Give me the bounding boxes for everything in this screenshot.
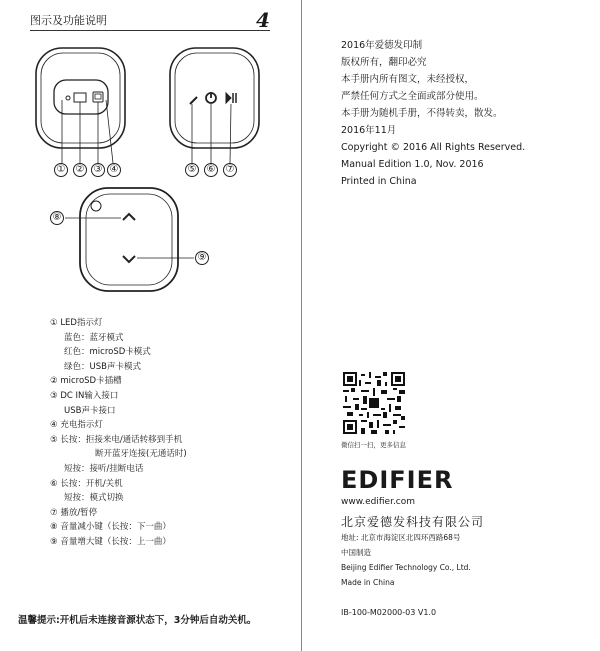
callout-1: ① (54, 163, 68, 177)
device-illustrations (0, 0, 300, 300)
section-title: 图示及功能说明 (30, 14, 107, 27)
website-link[interactable]: www.edifier.com (341, 497, 416, 507)
callout-4: ④ (107, 163, 121, 177)
callout-2: ② (73, 163, 87, 177)
callout-6: ⑥ (204, 163, 218, 177)
copyright-line: Printed in China (341, 176, 417, 187)
address-line: Beijing Edifier Technology Co., Ltd. (341, 563, 471, 572)
qr-caption: 微信扫一扫，更多信息 (341, 441, 406, 449)
callout-9: ⑨ (195, 251, 209, 265)
legend-item: ① LED指示灯 (50, 318, 103, 328)
legend-item: ④ 充电指示灯 (50, 420, 103, 431)
auto-off-tip: 温馨提示:开机后未连接音源状态下，3分钟后自动关机。 (18, 615, 257, 626)
copyright-line: 2016年11月 (341, 125, 397, 136)
address-block (341, 530, 471, 590)
legend-item: USB声卡接口 (64, 405, 116, 416)
page-divider (301, 0, 302, 651)
legend-item: ③ DC IN输入接口 (50, 390, 119, 401)
address-line: Made in China (341, 578, 395, 587)
callout-7: ⑦ (223, 163, 237, 177)
copyright-line: 2016年爱德发印制 (341, 40, 423, 51)
copyright-line: 本手册内所有图文，未经授权， (341, 74, 475, 85)
device-top-view (170, 48, 259, 163)
legend-item: 绿色：USB声卡模式 (64, 361, 141, 372)
device-back-view (36, 48, 125, 163)
address-line: 中国制造 (341, 548, 371, 557)
qr-code-image (343, 372, 405, 434)
legend-item: 蓝色：蓝牙模式 (64, 332, 124, 343)
page-number: 4 (256, 8, 270, 32)
legend-item: 红色：microSD卡模式 (64, 347, 151, 358)
device-front-view (65, 188, 194, 291)
legend-item: ② microSD卡插槽 (50, 376, 122, 387)
legend-item: 短按：接听/挂断电话 (64, 463, 144, 474)
legend-item: ⑤ 长按：拒接来电/通话转移到手机 (50, 434, 183, 445)
legend-item: ⑦ 播放/暂停 (50, 507, 98, 518)
edifier-logo: EDIFIER (341, 466, 454, 494)
legend-item: ⑧ 音量减小键（长按：下一曲） (50, 522, 171, 533)
callout-5: ⑤ (185, 163, 199, 177)
company-name-cn: 北京爱德发科技有限公司 (341, 515, 485, 529)
copyright-block (341, 37, 525, 190)
legend-item: ⑥ 长按：开机/关机 (50, 478, 123, 489)
copyright-line: Manual Edition 1.0, Nov. 2016 (341, 159, 484, 170)
address-line: 地址: 北京市海淀区北四环西路68号 (341, 533, 461, 542)
copyright-line: Copyright © 2016 All Rights Reserved. (341, 142, 526, 153)
document-code: IB-100-M02000-03 V1.0 (341, 608, 437, 617)
callout-8: ⑧ (50, 211, 64, 225)
legend-item: ⑨ 音量增大键（长按：上一曲） (50, 536, 171, 547)
callout-3: ③ (91, 163, 105, 177)
copyright-line: 严禁任何方式之全面或部分使用。 (341, 91, 484, 102)
copyright-line: 版权所有，翻印必究 (341, 57, 427, 68)
legend-item: 短按：模式切换 (64, 493, 124, 504)
legend-item: 断开蓝牙连接(无通话时) (95, 449, 187, 460)
copyright-line: 本手册为随机手册，不得转卖，散发。 (341, 108, 503, 119)
function-legend (50, 316, 187, 550)
